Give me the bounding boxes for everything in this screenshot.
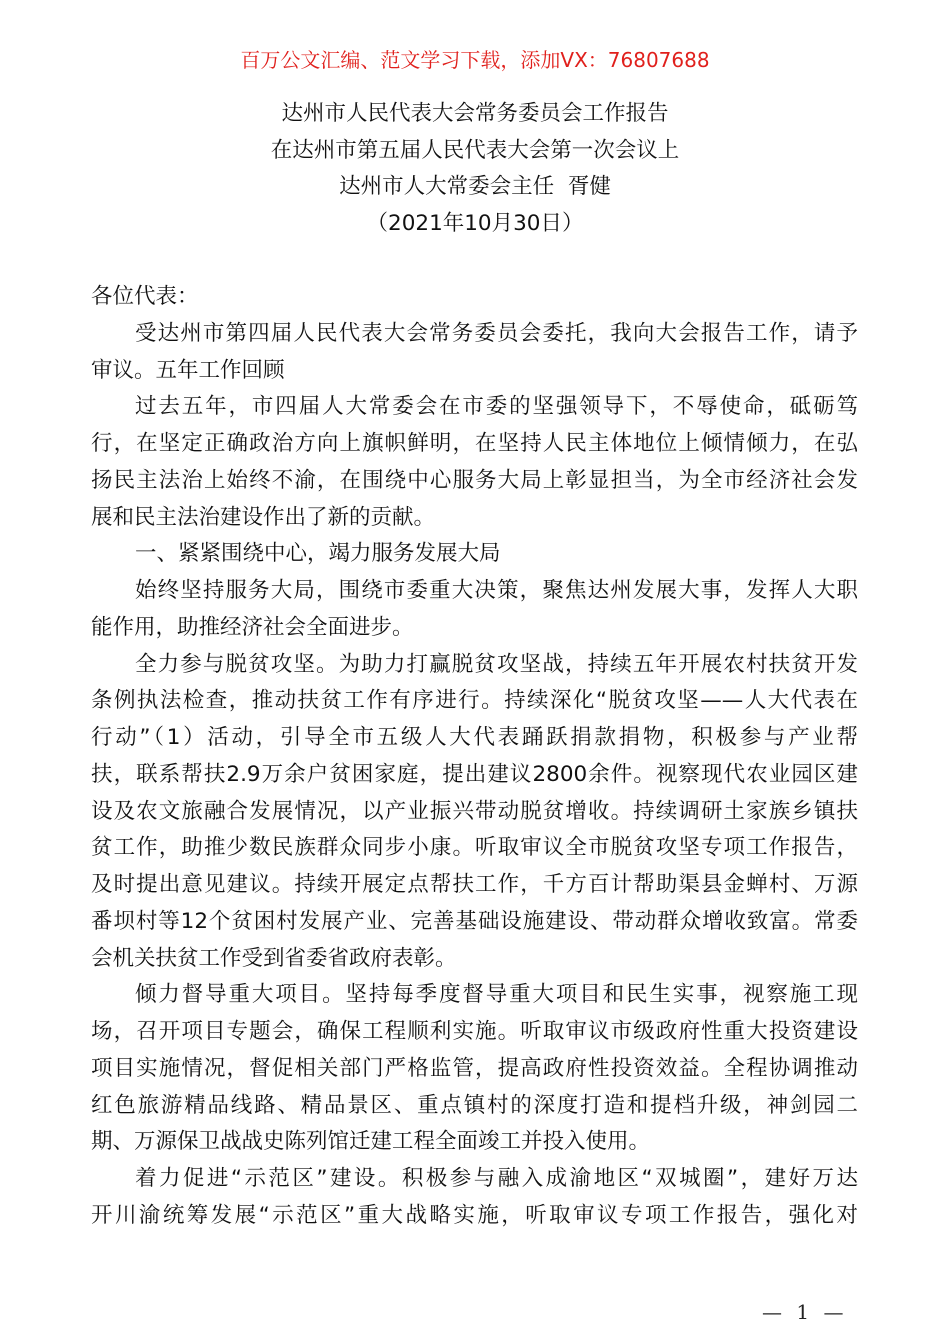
text-line: 扶，联系帮扶2.9万余户贫困家庭，提出建议2800余件。视察现代农业园区建 — [91, 761, 858, 787]
document-date: （2021年10月30日） — [366, 210, 584, 236]
text-line: 一、紧紧围绕中心，竭力服务发展大局 — [135, 541, 501, 567]
text-line: 番坝村等12个贫困村发展产业、完善基础设施建设、带动群众增收致富。常委 — [91, 908, 858, 934]
text-line: 及时提出意见建议。持续开展定点帮扶工作，千方百计帮助渠县金蝉村、万源 — [91, 872, 858, 897]
text-line: 行动”（1）活动，引导全市五级人大代表踊跃捐款捐物，积极参与产业帮 — [91, 725, 858, 750]
text-line: 全力参与脱贫攻坚。为助力打赢脱贫攻坚战，持续五年开展农村扶贫开发 — [135, 651, 858, 677]
page-number: — 1 — — [762, 1300, 848, 1324]
text-line: 红色旅游精品线路、精品景区、重点镇村的深度打造和提档升级，神剑园二 — [91, 1092, 858, 1118]
text-line: 审议。五年工作回顾 — [91, 357, 285, 383]
text-line: 着力促进“示范区”建设。积极参与融入成渝地区“双城圈”，建好万达 — [135, 1166, 858, 1191]
watermark-banner: 百万公文汇编、范文学习下载，添加VX：76807688 — [240, 48, 710, 72]
paragraph — [91, 389, 858, 536]
paragraph — [91, 316, 858, 390]
text-line: 设及农文旅融合发展情况，以产业振兴带动脱贫增收。持续调研土家族乡镇扶 — [91, 798, 858, 824]
text-line: 受达州市第四届人民代表大会常务委员会委托，我向大会报告工作，请予 — [135, 320, 858, 346]
text-line: 会机关扶贫工作受到省委省政府表彰。 — [91, 945, 457, 971]
section-heading — [91, 536, 858, 573]
paragraph — [91, 1161, 858, 1235]
document-author: 达州市人大常委会主任 胥健 — [339, 174, 611, 199]
document-body — [91, 279, 858, 1235]
text-line: 开川渝统筹发展“示范区”重大战略实施，听取审议专项工作报告，强化对 — [91, 1202, 858, 1228]
text-line: 能作用，助推经济社会全面进步。 — [91, 614, 414, 640]
text-line: 行，在坚定正确政治方向上旗帜鲜明，在坚持人民主体地位上倾情倾力，在弘 — [91, 431, 858, 456]
document-header — [0, 96, 950, 242]
text-line: 扬民主法治上始终不渝，在围绕中心服务大局上彰显担当，为全市经济社会发 — [91, 467, 858, 493]
document-subtitle: 在达州市第五届人民代表大会第一次会议上 — [270, 137, 680, 163]
text-line: 条例执法检查，推动扶贫工作有序进行。持续深化“脱贫攻坚——人大代表在 — [91, 688, 858, 714]
text-line: 期、万源保卫战战史陈列馆迁建工程全面竣工并投入使用。 — [91, 1129, 651, 1155]
text-line: 始终坚持服务大局，围绕市委重大决策，聚焦达州发展大事，发挥人大职 — [135, 578, 858, 603]
document-title: 达州市人民代表大会常务委员会工作报告 — [281, 101, 669, 126]
paragraph — [91, 573, 858, 647]
text-line: 项目实施情况，督促相关部门严格监管，提高政府性投资效益。全程协调推动 — [91, 1055, 858, 1081]
text-line: 展和民主法治建设作出了新的贡献。 — [91, 504, 436, 530]
salutation — [91, 279, 858, 316]
paragraph — [91, 647, 858, 978]
text-line: 过去五年，市四届人大常委会在市委的坚强领导下，不辱使命，砥砺笃 — [135, 394, 858, 420]
paragraph — [91, 977, 858, 1161]
text-line: 贫工作，助推少数民族群众同步小康。听取审议全市脱贫攻坚专项工作报告， — [91, 835, 858, 861]
text-line: 倾力督导重大项目。坚持每季度督导重大项目和民生实事，视察施工现 — [135, 982, 858, 1008]
text-line: 场，召开项目专题会，确保工程顺利实施。听取审议市级政府性重大投资建设 — [91, 1019, 858, 1044]
text-line: 各位代表： — [91, 284, 199, 309]
